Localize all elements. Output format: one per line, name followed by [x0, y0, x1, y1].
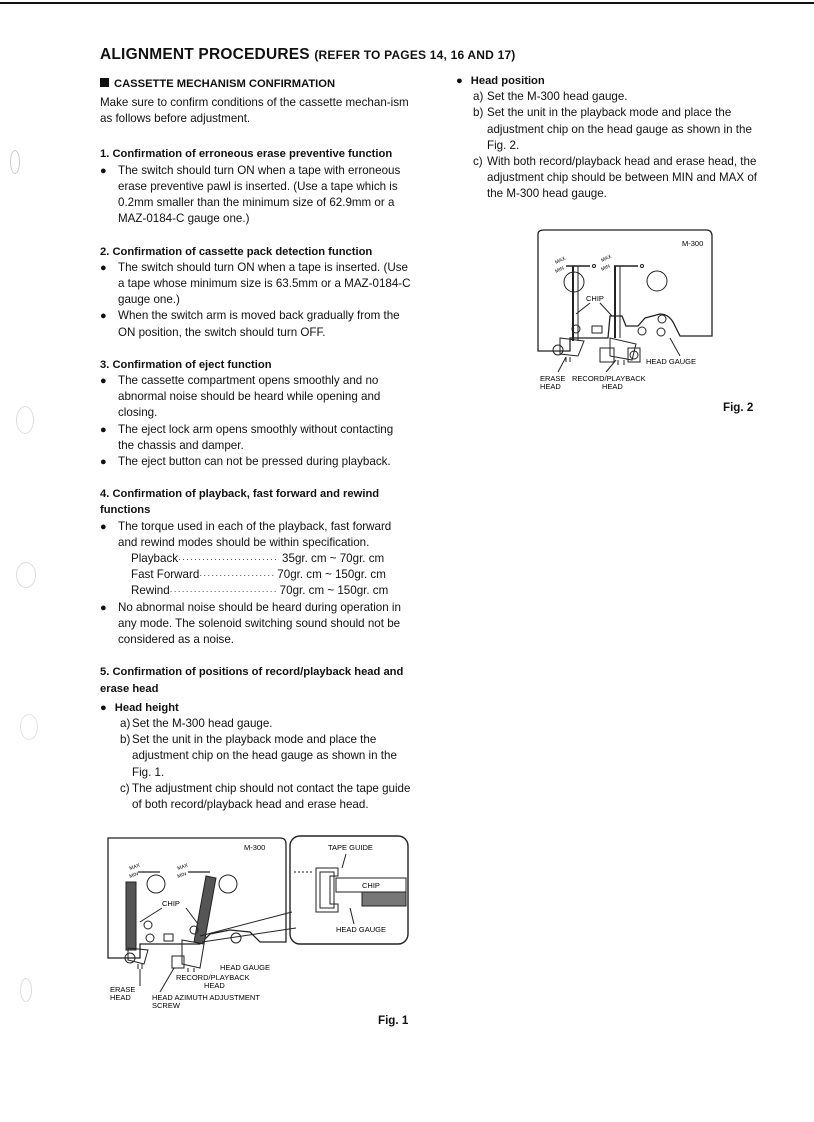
section-4-bullet-2: ● No abnormal noise should be heard during operation in any mode. The solenoid switching sound should not be considered as a noise. — [100, 600, 401, 647]
fig1-screw-label: SCREW — [152, 1001, 180, 1010]
fig1-record-playback-head-label: HEAD — [204, 981, 225, 990]
fig1-head-gauge-label: HEAD GAUGE — [220, 963, 271, 972]
head-position-heading: ● Head position — [456, 75, 545, 87]
torque-row: Rewind ··························· 70gr. cm ~ 150gr. cm — [131, 584, 389, 598]
bullet-icon: ● — [100, 261, 107, 274]
bullet-icon: ● — [100, 456, 107, 469]
section-3-bullet-2: ● The eject lock arm opens smoothly without contacting the chassis and damper. — [100, 422, 394, 452]
fig2-label: Fig. 2 — [723, 401, 754, 414]
section-3-bullet-3: ● The eject button can not be pressed during playback. — [100, 454, 412, 470]
left-column — [100, 76, 412, 813]
fig2-m300-label: M-300 — [682, 239, 704, 248]
section-2-heading: 2. Confirmation of cassette pack detection function — [100, 245, 373, 258]
section-4-heading: 4. Confirmation of playback, fast forward and rewind functions — [100, 488, 380, 517]
head-height-step-c: c) The adjustment chip should not contact the tape guide of both record/playback head and erase head. — [120, 781, 411, 811]
fig1-max-label: MAX — [128, 862, 141, 872]
section-2-bullet-2: ● When the switch arm is moved back gradually from the ON position, the switch should turn OFF. — [100, 309, 400, 339]
fig1-label: Fig. 1 — [378, 1014, 409, 1027]
fig1-inset-chip-label: CHIP — [362, 881, 380, 890]
bullet-icon: ● — [100, 423, 107, 436]
bullet-icon: ● — [100, 164, 107, 177]
fig1-erase-label: ERASE — [110, 985, 136, 994]
square-bullet-icon — [100, 78, 109, 87]
fig1-diagram — [100, 832, 412, 1012]
head-height-step-b: b) Set the unit in the playback mode and place the adjustment chip on the head gauge as shown in the Fig. 1. — [120, 733, 397, 779]
bullet-icon: ● — [100, 310, 107, 323]
fig2-record-playback-label: RECORD/PLAYBACK — [572, 374, 646, 383]
head-height-step-a: a) Set the M-300 head gauge. — [120, 716, 273, 730]
scan-mark — [10, 150, 20, 174]
fig2-erase-label: ERASE — [540, 374, 566, 383]
head-position-step-b: b) Set the unit in the playback mode and place the adjustment chip on the head gauge as shown in the Fig. 2. — [473, 106, 752, 152]
head-height-heading: ● Head height — [100, 701, 179, 714]
title-reference: (REFER TO PAGES 14, 16 AND 17) — [314, 48, 516, 62]
section-3-bullet-1: ● The cassette compartment opens smoothly and no abnormal noise should be heard while opening and closing. — [100, 374, 381, 420]
top-rule — [0, 2, 814, 4]
fig2-erase-head-label: HEAD — [540, 382, 561, 391]
fig1-chip-label: CHIP — [162, 899, 180, 908]
fig1-min-label: MIN — [128, 871, 140, 880]
fig1-tape-guide-label: TAPE GUIDE — [328, 843, 373, 852]
fig1-max-label: MAX — [176, 862, 189, 872]
torque-row: Playback ························· 35gr. cm ~ 70gr. cm — [131, 552, 385, 566]
fig1-erase-head-label: HEAD — [110, 993, 131, 1002]
fig2-min-label: MIN — [554, 265, 566, 275]
section-5-heading: 5. Confirmation of positions of record/playback head and erase head — [100, 666, 404, 695]
fig2-min-label: MIN — [600, 263, 612, 273]
scan-mark — [20, 714, 38, 740]
title-text: ALIGNMENT PROCEDURES — [100, 46, 310, 63]
section-1-bullet: ● The switch should turn ON when a tape with erroneous erase preventive pawl is inserted. (Use a tape which is 0.2mm smaller than the minimum size of 62.9mm or a MAZ-0184-C gauge one.) — [100, 163, 401, 226]
fig2-diagram — [530, 226, 770, 401]
head-position-step-a: a) Set the M-300 head gauge. — [473, 90, 628, 104]
fig1-azimuth-label: HEAD AZIMUTH ADJUSTMENT — [152, 993, 260, 1002]
section-1-heading: 1. Confirmation of erroneous erase preventive function — [100, 147, 393, 160]
right-column — [456, 73, 766, 203]
section-2-bullet-1: ● The switch should turn ON when a tape is inserted. (Use a tape whose minimum size is 63.5mm or a MAZ-0184-C gauge one.) — [100, 260, 411, 307]
cassette-intro: Make sure to confirm conditions of the cassette mechan-ism as follows before adjustment. — [100, 96, 409, 126]
section-3-heading: 3. Confirmation of eject function — [100, 358, 272, 371]
fig2-head-gauge-label: HEAD GAUGE — [646, 357, 697, 366]
page-title — [100, 46, 516, 64]
fig2-max-label: MAX — [554, 255, 567, 266]
fig1-inset-head-gauge-label: HEAD GAUGE — [336, 925, 387, 934]
bullet-icon: ● — [100, 520, 107, 533]
fig1-min-label: MIN — [176, 871, 188, 880]
fig2-chip-label: CHIP — [586, 294, 604, 303]
bullet-icon: ● — [100, 375, 107, 388]
scan-mark — [20, 978, 32, 1002]
fig1-m300-label: M-300 — [244, 843, 266, 852]
bullet-icon: ● — [100, 601, 107, 614]
cassette-heading: CASSETTE MECHANISM CONFIRMATION — [100, 76, 412, 92]
scan-mark — [16, 406, 34, 434]
fig2-record-playback-head-label: HEAD — [602, 382, 623, 391]
fig2-max-label: MAX — [600, 253, 613, 264]
fig1-record-playback-label: RECORD/PLAYBACK — [176, 973, 250, 982]
section-4-bullet-1: ● The torque used in each of the playback, fast forward and rewind modes should be within specification. — [100, 519, 392, 549]
scan-mark — [16, 562, 36, 588]
torque-row: Fast Forward ··················· 70gr. cm ~ 150gr. cm — [131, 568, 386, 582]
head-position-step-c: c) With both record/playback head and erase head, the adjustment chip should be between MIN and MAX of the M-300 head gauge. — [473, 155, 758, 201]
